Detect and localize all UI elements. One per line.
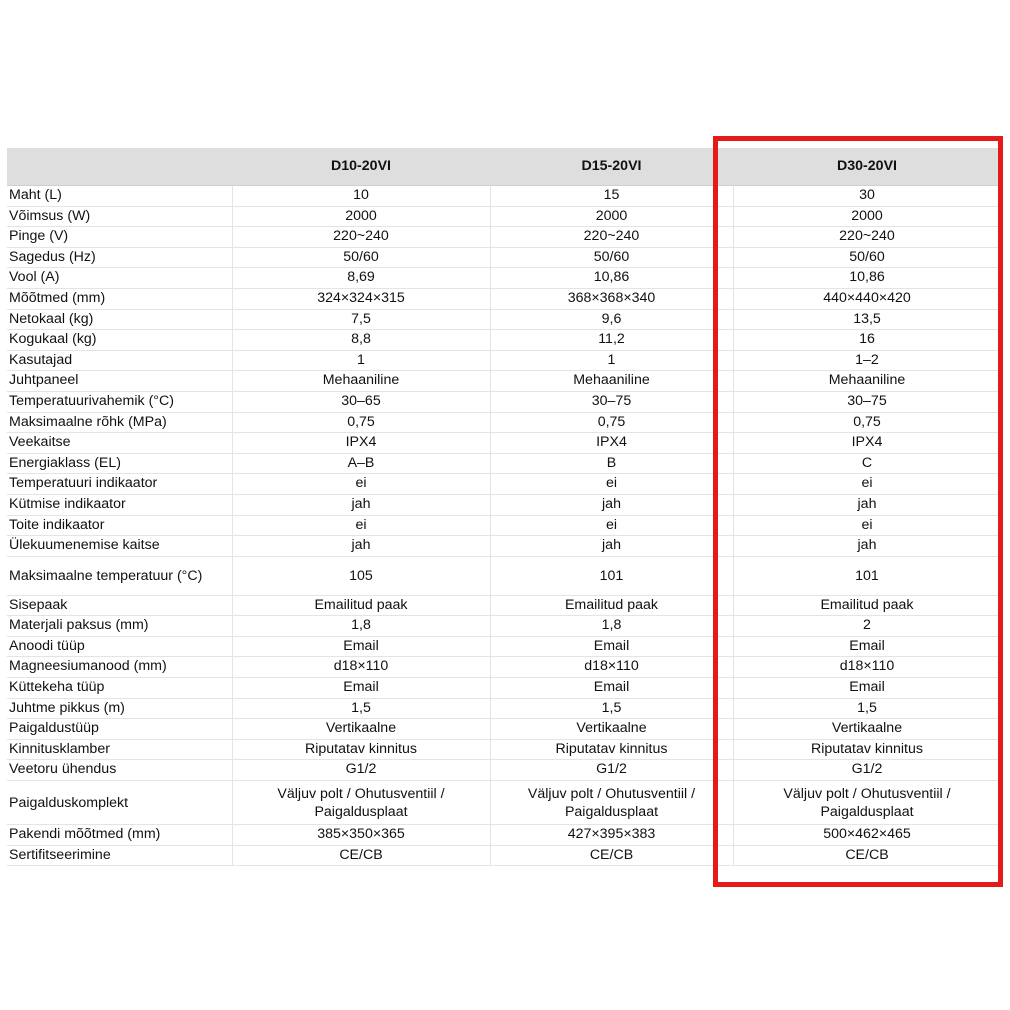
cell-value: IPX4 — [733, 433, 1001, 454]
table-row — [7, 412, 1001, 433]
cell-value: IPX4 — [490, 433, 733, 454]
cell-value: Email — [232, 636, 490, 657]
cell-value: 1,5 — [490, 698, 733, 719]
table-row — [7, 433, 1001, 454]
row-label: Sagedus (Hz) — [7, 247, 232, 268]
table-row — [7, 309, 1001, 330]
header-model-d15: D15-20VI — [490, 148, 733, 186]
row-label: Kinnitusklamber — [7, 739, 232, 760]
table-row — [7, 616, 1001, 637]
row-label: Veekaitse — [7, 433, 232, 454]
row-label: Sertifitseerimine — [7, 845, 232, 866]
cell-value: 220~240 — [490, 227, 733, 248]
cell-value: 2 — [733, 616, 1001, 637]
row-label: Materjali paksus (mm) — [7, 616, 232, 637]
cell-value: d18×110 — [490, 657, 733, 678]
table-row — [7, 268, 1001, 289]
cell-value: jah — [733, 494, 1001, 515]
cell-value: 10,86 — [490, 268, 733, 289]
table-row — [7, 556, 1001, 595]
row-label: Maksimaalne temperatuur (°C) — [7, 556, 232, 595]
cell-value: 385×350×365 — [232, 825, 490, 846]
cell-value: 30–75 — [733, 391, 1001, 412]
cell-value: Email — [733, 678, 1001, 699]
table-row — [7, 474, 1001, 495]
header-blank — [7, 148, 232, 186]
row-label: Ülekuumenemise kaitse — [7, 536, 232, 557]
row-label: Sisepaak — [7, 595, 232, 616]
cell-value: 8,8 — [232, 330, 490, 351]
row-label: Küttekeha tüüp — [7, 678, 232, 699]
cell-value: 0,75 — [490, 412, 733, 433]
table-row — [7, 350, 1001, 371]
row-label: Pakendi mõõtmed (mm) — [7, 825, 232, 846]
row-label: Veetoru ühendus — [7, 760, 232, 781]
table-row — [7, 719, 1001, 740]
cell-value: Mehaaniline — [733, 371, 1001, 392]
cell-value: ei — [733, 515, 1001, 536]
cell-value: CE/CB — [733, 845, 1001, 866]
table-row — [7, 247, 1001, 268]
row-label: Energiaklass (EL) — [7, 453, 232, 474]
table-row — [7, 453, 1001, 474]
table-row — [7, 371, 1001, 392]
cell-value: jah — [490, 494, 733, 515]
cell-value: Email — [490, 636, 733, 657]
row-label: Anoodi tüüp — [7, 636, 232, 657]
cell-value: 2000 — [232, 206, 490, 227]
cell-value: Emailitud paak — [490, 595, 733, 616]
cell-value: 324×324×315 — [232, 288, 490, 309]
row-label: Toite indikaator — [7, 515, 232, 536]
row-label: Mõõtmed (mm) — [7, 288, 232, 309]
cell-value: 220~240 — [733, 227, 1001, 248]
cell-value: jah — [232, 536, 490, 557]
row-label: Paigaldustüüp — [7, 719, 232, 740]
row-label: Vool (A) — [7, 268, 232, 289]
row-label: Netokaal (kg) — [7, 309, 232, 330]
header-model-d10: D10-20VI — [232, 148, 490, 186]
cell-value: G1/2 — [232, 760, 490, 781]
cell-value: jah — [232, 494, 490, 515]
cell-value: ei — [232, 474, 490, 495]
cell-value: 10,86 — [733, 268, 1001, 289]
cell-value: 1 — [232, 350, 490, 371]
cell-value: A–B — [232, 453, 490, 474]
cell-value: 8,69 — [232, 268, 490, 289]
cell-value: 1,8 — [490, 616, 733, 637]
table-row — [7, 330, 1001, 351]
cell-value: 13,5 — [733, 309, 1001, 330]
cell-value: 16 — [733, 330, 1001, 351]
cell-value: CE/CB — [232, 845, 490, 866]
cell-value: 101 — [733, 556, 1001, 595]
cell-value: Vertikaalne — [733, 719, 1001, 740]
table-row — [7, 206, 1001, 227]
cell-value: 1 — [490, 350, 733, 371]
cell-value: ei — [490, 515, 733, 536]
cell-value: 220~240 — [232, 227, 490, 248]
table-row — [7, 760, 1001, 781]
table-row — [7, 698, 1001, 719]
cell-value: 10 — [232, 186, 490, 207]
cell-value: Vertikaalne — [490, 719, 733, 740]
cell-value: 0,75 — [232, 412, 490, 433]
cell-value: Vertikaalne — [232, 719, 490, 740]
cell-value: 440×440×420 — [733, 288, 1001, 309]
cell-value: ei — [232, 515, 490, 536]
table-row — [7, 391, 1001, 412]
row-label: Temperatuuri indikaator — [7, 474, 232, 495]
table-row — [7, 825, 1001, 846]
row-label: Magneesiumanood (mm) — [7, 657, 232, 678]
cell-value: 1–2 — [733, 350, 1001, 371]
cell-value: Riputatav kinnitus — [490, 739, 733, 760]
table-row — [7, 657, 1001, 678]
cell-value: 7,5 — [232, 309, 490, 330]
cell-value: Riputatav kinnitus — [733, 739, 1001, 760]
row-label: Juhtpaneel — [7, 371, 232, 392]
cell-value: 30 — [733, 186, 1001, 207]
cell-value: 2000 — [490, 206, 733, 227]
cell-value: 50/60 — [232, 247, 490, 268]
table-row — [7, 536, 1001, 557]
cell-value: Väljuv polt / Ohutusventiil / Paigaldusplaat — [232, 781, 490, 825]
cell-value: G1/2 — [490, 760, 733, 781]
cell-value: 2000 — [733, 206, 1001, 227]
cell-value: d18×110 — [733, 657, 1001, 678]
cell-value: jah — [733, 536, 1001, 557]
cell-value: ei — [733, 474, 1001, 495]
header-model-d30: D30-20VI — [733, 148, 1001, 186]
row-label: Kütmise indikaator — [7, 494, 232, 515]
cell-value: 0,75 — [733, 412, 1001, 433]
cell-value: Väljuv polt / Ohutusventiil / Paigaldusplaat — [733, 781, 1001, 825]
table-row — [7, 781, 1001, 825]
cell-value: Email — [232, 678, 490, 699]
cell-value: 1,5 — [232, 698, 490, 719]
table-row — [7, 227, 1001, 248]
cell-value: 30–65 — [232, 391, 490, 412]
cell-value: 427×395×383 — [490, 825, 733, 846]
cell-value: ei — [490, 474, 733, 495]
cell-value: Emailitud paak — [232, 595, 490, 616]
cell-value: d18×110 — [232, 657, 490, 678]
cell-value: Riputatav kinnitus — [232, 739, 490, 760]
header-row — [7, 148, 1001, 186]
cell-value: Email — [490, 678, 733, 699]
cell-value: 368×368×340 — [490, 288, 733, 309]
table-row — [7, 186, 1001, 207]
cell-value: G1/2 — [733, 760, 1001, 781]
row-label: Kasutajad — [7, 350, 232, 371]
cell-value: IPX4 — [232, 433, 490, 454]
table-row — [7, 678, 1001, 699]
row-label: Juhtme pikkus (m) — [7, 698, 232, 719]
cell-value: 30–75 — [490, 391, 733, 412]
cell-value: 11,2 — [490, 330, 733, 351]
table-row — [7, 494, 1001, 515]
cell-value: 101 — [490, 556, 733, 595]
row-label: Maksimaalne rõhk (MPa) — [7, 412, 232, 433]
cell-value: 1,5 — [733, 698, 1001, 719]
row-label: Pinge (V) — [7, 227, 232, 248]
row-label: Maht (L) — [7, 186, 232, 207]
cell-value: Väljuv polt / Ohutusventiil / Paigaldusplaat — [490, 781, 733, 825]
cell-value: jah — [490, 536, 733, 557]
cell-value: B — [490, 453, 733, 474]
spec-table — [7, 148, 1002, 866]
table-row — [7, 595, 1001, 616]
cell-value: 50/60 — [490, 247, 733, 268]
cell-value: Email — [733, 636, 1001, 657]
spec-body — [7, 186, 1001, 866]
cell-value: Emailitud paak — [733, 595, 1001, 616]
row-label: Kogukaal (kg) — [7, 330, 232, 351]
row-label: Paigalduskomplekt — [7, 781, 232, 825]
cell-value: 105 — [232, 556, 490, 595]
table-row — [7, 739, 1001, 760]
cell-value: 15 — [490, 186, 733, 207]
cell-value: 1,8 — [232, 616, 490, 637]
table-row — [7, 845, 1001, 866]
cell-value: Mehaaniline — [490, 371, 733, 392]
cell-value: 500×462×465 — [733, 825, 1001, 846]
cell-value: C — [733, 453, 1001, 474]
cell-value: Mehaaniline — [232, 371, 490, 392]
cell-value: CE/CB — [490, 845, 733, 866]
table-row — [7, 288, 1001, 309]
row-label: Võimsus (W) — [7, 206, 232, 227]
cell-value: 50/60 — [733, 247, 1001, 268]
table-row — [7, 515, 1001, 536]
table-row — [7, 636, 1001, 657]
cell-value: 9,6 — [490, 309, 733, 330]
row-label: Temperatuurivahemik (°C) — [7, 391, 232, 412]
